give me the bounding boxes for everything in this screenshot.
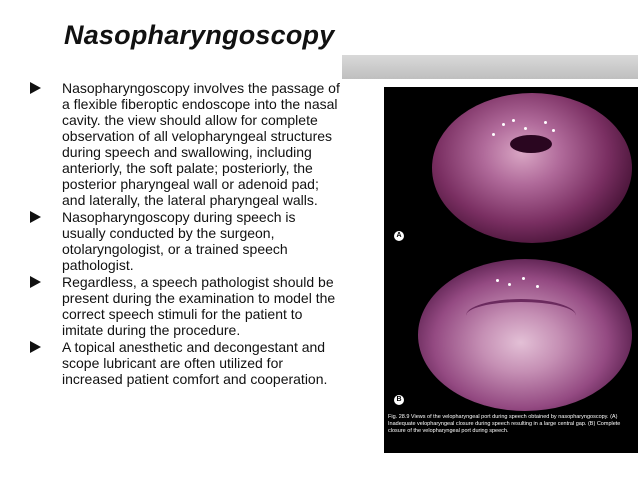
bullet-item bbox=[30, 80, 342, 208]
highlight-mark bbox=[552, 129, 555, 132]
endoscopy-figure bbox=[384, 87, 638, 453]
title-accent-bar bbox=[342, 55, 638, 79]
bullet-text: Nasopharyngoscopy during speech is usually conducted by the surgeon, otolaryngologist, or a trained speech pathologist. bbox=[62, 209, 296, 273]
bullet-item bbox=[30, 339, 342, 387]
highlight-mark bbox=[496, 279, 499, 282]
figure-caption: Fig. 28.9 Views of the velopharyngeal port during speech obtained by nasopharyngoscopy. (A) Inadequate velopharyngeal closure during speech resulting in a large central gap. (B) Complete closure of the velopharyngeal port during speech. bbox=[388, 414, 621, 434]
highlight-mark bbox=[508, 283, 511, 286]
bullet-text: Regardless, a speech pathologist should be present during the examination to model the correct speech stimuli for the patient to imitate during the procedure. bbox=[62, 274, 336, 338]
closure-fold bbox=[466, 299, 576, 332]
highlight-mark bbox=[522, 277, 525, 280]
arrowhead-bullet-icon bbox=[30, 341, 41, 353]
highlight-mark bbox=[512, 119, 515, 122]
endoscope-image-b bbox=[418, 259, 632, 411]
bullet-text: A topical anesthetic and decongestant and scope lubricant are often utilized for increased patient comfort and cooperation. bbox=[62, 339, 328, 387]
bullet-list bbox=[30, 80, 342, 388]
bullet-item bbox=[30, 274, 342, 338]
figure-label-b: B bbox=[394, 395, 404, 405]
bullet-text: Nasopharyngoscopy involves the passage of a flexible fiberoptic endoscope into the nasal cavity. the view should allow for complete observation of all velopharyngeal structures during speech and swallowing, including anteriorly, the soft palate; posteriorly, the posterior pharyngeal wall or adenoid pad; and laterally, the lateral pharyngeal walls. bbox=[62, 80, 340, 208]
highlight-mark bbox=[524, 127, 527, 130]
highlight-mark bbox=[502, 123, 505, 126]
slide-title: Nasopharyngoscopy bbox=[64, 20, 335, 50]
endoscopic-view-a bbox=[388, 91, 634, 246]
arrowhead-bullet-icon bbox=[30, 82, 41, 94]
highlight-mark bbox=[544, 121, 547, 124]
arrowhead-bullet-icon bbox=[30, 211, 41, 223]
endoscope-image-a bbox=[432, 93, 632, 243]
figure-label-a: A bbox=[394, 231, 404, 241]
central-gap bbox=[510, 135, 552, 153]
endoscopic-view-b bbox=[388, 257, 634, 412]
highlight-mark bbox=[492, 133, 495, 136]
bullet-item bbox=[30, 209, 342, 273]
highlight-mark bbox=[536, 285, 539, 288]
arrowhead-bullet-icon bbox=[30, 276, 41, 288]
